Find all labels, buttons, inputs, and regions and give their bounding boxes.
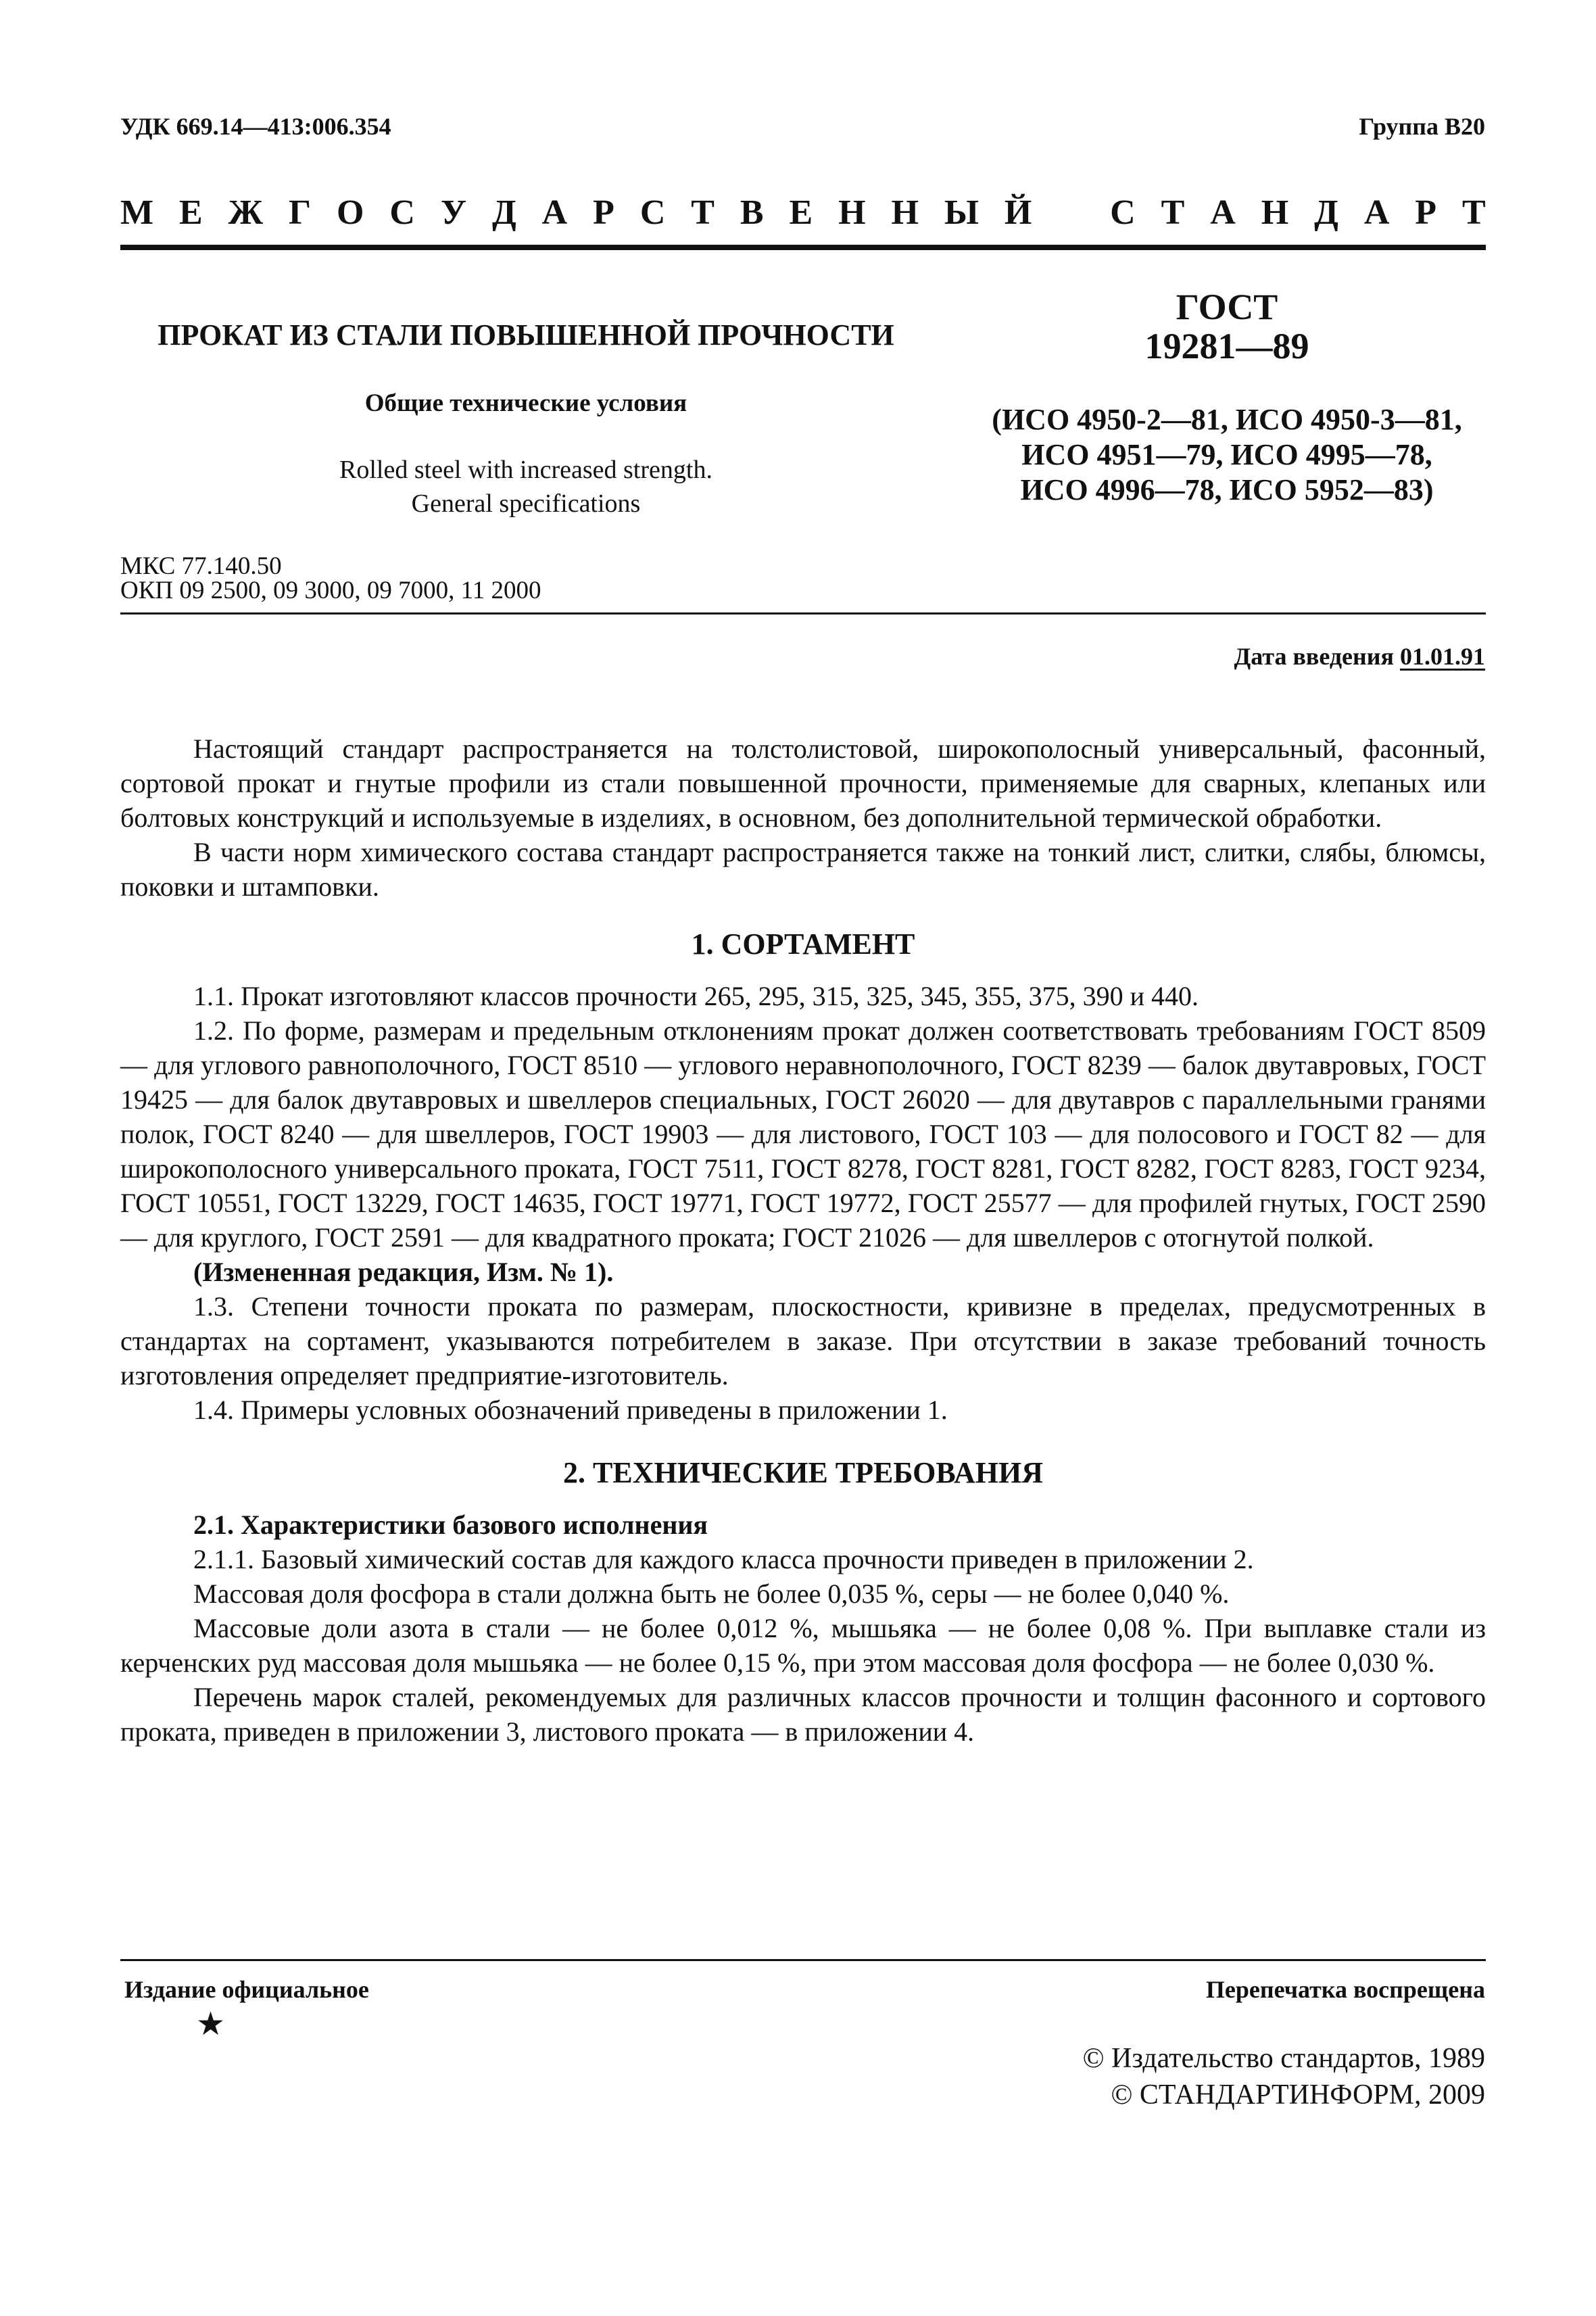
document-body xyxy=(120,731,1486,1749)
reprint-prohibited-label: Перепечатка воспрещена xyxy=(1205,1976,1485,2003)
date-label: Дата введения xyxy=(1234,643,1400,670)
title-block-rule xyxy=(120,612,1486,614)
heading-letter: Е xyxy=(789,193,813,232)
document-subtitle: Общие технические условия xyxy=(364,389,687,417)
nitrogen-paragraph: Массовые доли азота в стали — не более 0,012 %, мышьяка — не более 0,08 %. При выплавке стали из керченских руд массовая доля мышьяка — не более 0,15 %, при этом массовая доля фосфора — не более 0,030 %. xyxy=(120,1613,1486,1678)
heading-letter: Е xyxy=(179,193,203,232)
introduction-date xyxy=(1234,642,1486,671)
copyright-block xyxy=(1083,2040,1485,2113)
classification-codes xyxy=(120,554,541,603)
clause-1-2: 1.2. По форме, размерам и предельным отклонениям прокат должен соответствовать требованиям ГОСТ 8509 — для углового равнополочного, ГОСТ 8510 — углового неравнополочного, ГОСТ 8239 — балок двутавровых, ГОСТ 19425 — для балок двутавровых и швеллеров специальных, ГОСТ 26020 — для двутавров с параллельными гранями полок, ГОСТ 8240 — для швеллеров, ГОСТ 19903 — для листового, ГОСТ 103 — для полосового и ГОСТ 82 — для широкополосного универсального проката, ГОСТ 7511, ГОСТ 8278, ГОСТ 8281, ГОСТ 8282, ГОСТ 8283, ГОСТ 9234, ГОСТ 10551, ГОСТ 13229, ГОСТ 14635, ГОСТ 19771, ГОСТ 19772, ГОСТ 25577 — для профилей гнутых, ГОСТ 2590 — для круглого, ГОСТ 2591 — для квадратного проката; ГОСТ 21026 — для швеллеров с отогнутой полкой. xyxy=(120,1015,1486,1253)
heading-letter: А xyxy=(1363,193,1390,232)
english-title-line-1: Rolled steel with increased strength. xyxy=(339,456,712,484)
udk-code: УДК 669.14—413:006.354 xyxy=(120,113,391,140)
english-title-line-2: General specifications xyxy=(411,489,641,518)
heading-letter: В xyxy=(740,193,764,232)
heading-letter: С xyxy=(1110,193,1136,232)
heading-letter: С xyxy=(389,193,415,232)
date-value: 01.01.91 xyxy=(1400,643,1485,670)
heading-letter: Т xyxy=(691,193,715,232)
subsection-2-1-heading: 2.1. Характеристики базового исполнения xyxy=(193,1510,708,1540)
clause-1-1: 1.1. Прокат изготовляют классов прочности 265, 295, 315, 325, 345, 355, 375, 390 и 440. xyxy=(193,981,1199,1011)
document-title: ПРОКАТ ИЗ СТАЛИ ПОВЫШЕННОЙ ПРОЧНОСТИ xyxy=(158,318,894,352)
iso-line-3: ИСО 4996—78, ИСО 5952—83) xyxy=(1020,473,1434,506)
interstate-standard-heading xyxy=(120,193,1486,233)
footer-rule xyxy=(120,1959,1486,1961)
clause-2-1-1: 2.1.1. Базовый химический состав для каждого класса прочности приведен в приложении 2. xyxy=(193,1544,1254,1574)
iso-line-2: ИСО 4951—79, ИСО 4995—78, xyxy=(1021,438,1432,471)
heading-letter: А xyxy=(541,193,568,232)
heading-letter: А xyxy=(1210,193,1236,232)
heading-word-gap xyxy=(1057,193,1084,233)
okp-code: ОКП 09 2500, 09 3000, 09 7000, 11 2000 xyxy=(120,577,541,604)
heading-letter: Д xyxy=(491,193,516,232)
gost-number: 19281—89 xyxy=(1144,326,1309,366)
copyright-line-2: © СТАНДАРТИНФОРМ, 2009 xyxy=(1111,2079,1485,2110)
heading-letter: У xyxy=(440,193,467,232)
intro-paragraph-1: Настоящий стандарт распространяется на толстолистовой, широкополосный универсальный, фасонный, сортовой прокат и гнутые профили из стали повышенной прочности, применяемые для сварных, клепаных или болтовых конструкций и используемые в изделиях, в основном, без дополнительной термической обработки. xyxy=(120,733,1486,833)
heading-letter: Р xyxy=(1415,193,1437,232)
heading-letter: Й xyxy=(1004,193,1032,232)
section-1-heading: 1. СОРТАМЕНТ xyxy=(691,927,915,961)
heading-letter: Н xyxy=(838,193,866,232)
heading-letter: М xyxy=(120,193,154,232)
heading-letter: Т xyxy=(1161,193,1185,232)
amendment-note: (Измененная редакция, Изм. № 1). xyxy=(193,1257,614,1287)
copyright-line-1: © Издательство стандартов, 1989 xyxy=(1082,2043,1485,2074)
heading-letter: О xyxy=(336,193,364,232)
english-title xyxy=(120,453,932,521)
heading-letter: Ж xyxy=(228,193,264,232)
mks-code: МКС 77.140.50 xyxy=(120,552,282,580)
clause-1-3: 1.3. Степени точности проката по размерам, плоскостности, кривизне в пределах, предусмотренных в стандартах на сортамент, указываются потребителем в заказе. При отсутствии в заказе требований точность изготовления определяет предприятие-изготовитель. xyxy=(120,1291,1486,1391)
official-edition-label: Издание официальное xyxy=(124,1976,369,2003)
phosphorus-paragraph: Массовая доля фосфора в стали должна быть не более 0,035 %, серы — не более 0,040 %. xyxy=(193,1578,1230,1609)
star-icon: ★ xyxy=(196,2006,226,2042)
heading-letter: Т xyxy=(1461,193,1486,232)
header-rule xyxy=(120,245,1486,250)
gost-label: ГОСТ xyxy=(1176,287,1278,327)
steel-grades-paragraph: Перечень марок сталей, рекомендуемых для различных классов прочности и толщин фасонного и сортового проката, приведен в приложении 3, листового проката — в приложении 4. xyxy=(120,1682,1486,1747)
intro-paragraph-2: В части норм химического состава стандарт распространяется также на тонкий лист, слитки, слябы, блюмсы, поковки и штамповки. xyxy=(120,837,1486,902)
heading-letter: Н xyxy=(891,193,919,232)
iso-line-1: (ИСО 4950-2—81, ИСО 4950-3—81, xyxy=(992,403,1462,436)
heading-letter: С xyxy=(639,193,666,232)
section-2-heading: 2. ТЕХНИЧЕСКИЕ ТРЕБОВАНИЯ xyxy=(563,1456,1043,1489)
heading-letter: Н xyxy=(1261,193,1289,232)
group-code: Группа В20 xyxy=(1359,113,1485,140)
heading-letter: Р xyxy=(593,193,614,232)
heading-letter: Д xyxy=(1314,193,1338,232)
gost-designation xyxy=(967,287,1487,366)
clause-1-4: 1.4. Примеры условных обозначений приведены в приложении 1. xyxy=(193,1395,948,1425)
iso-references xyxy=(967,402,1487,508)
heading-letter: Ы xyxy=(944,193,979,232)
heading-letter: Г xyxy=(288,193,312,232)
